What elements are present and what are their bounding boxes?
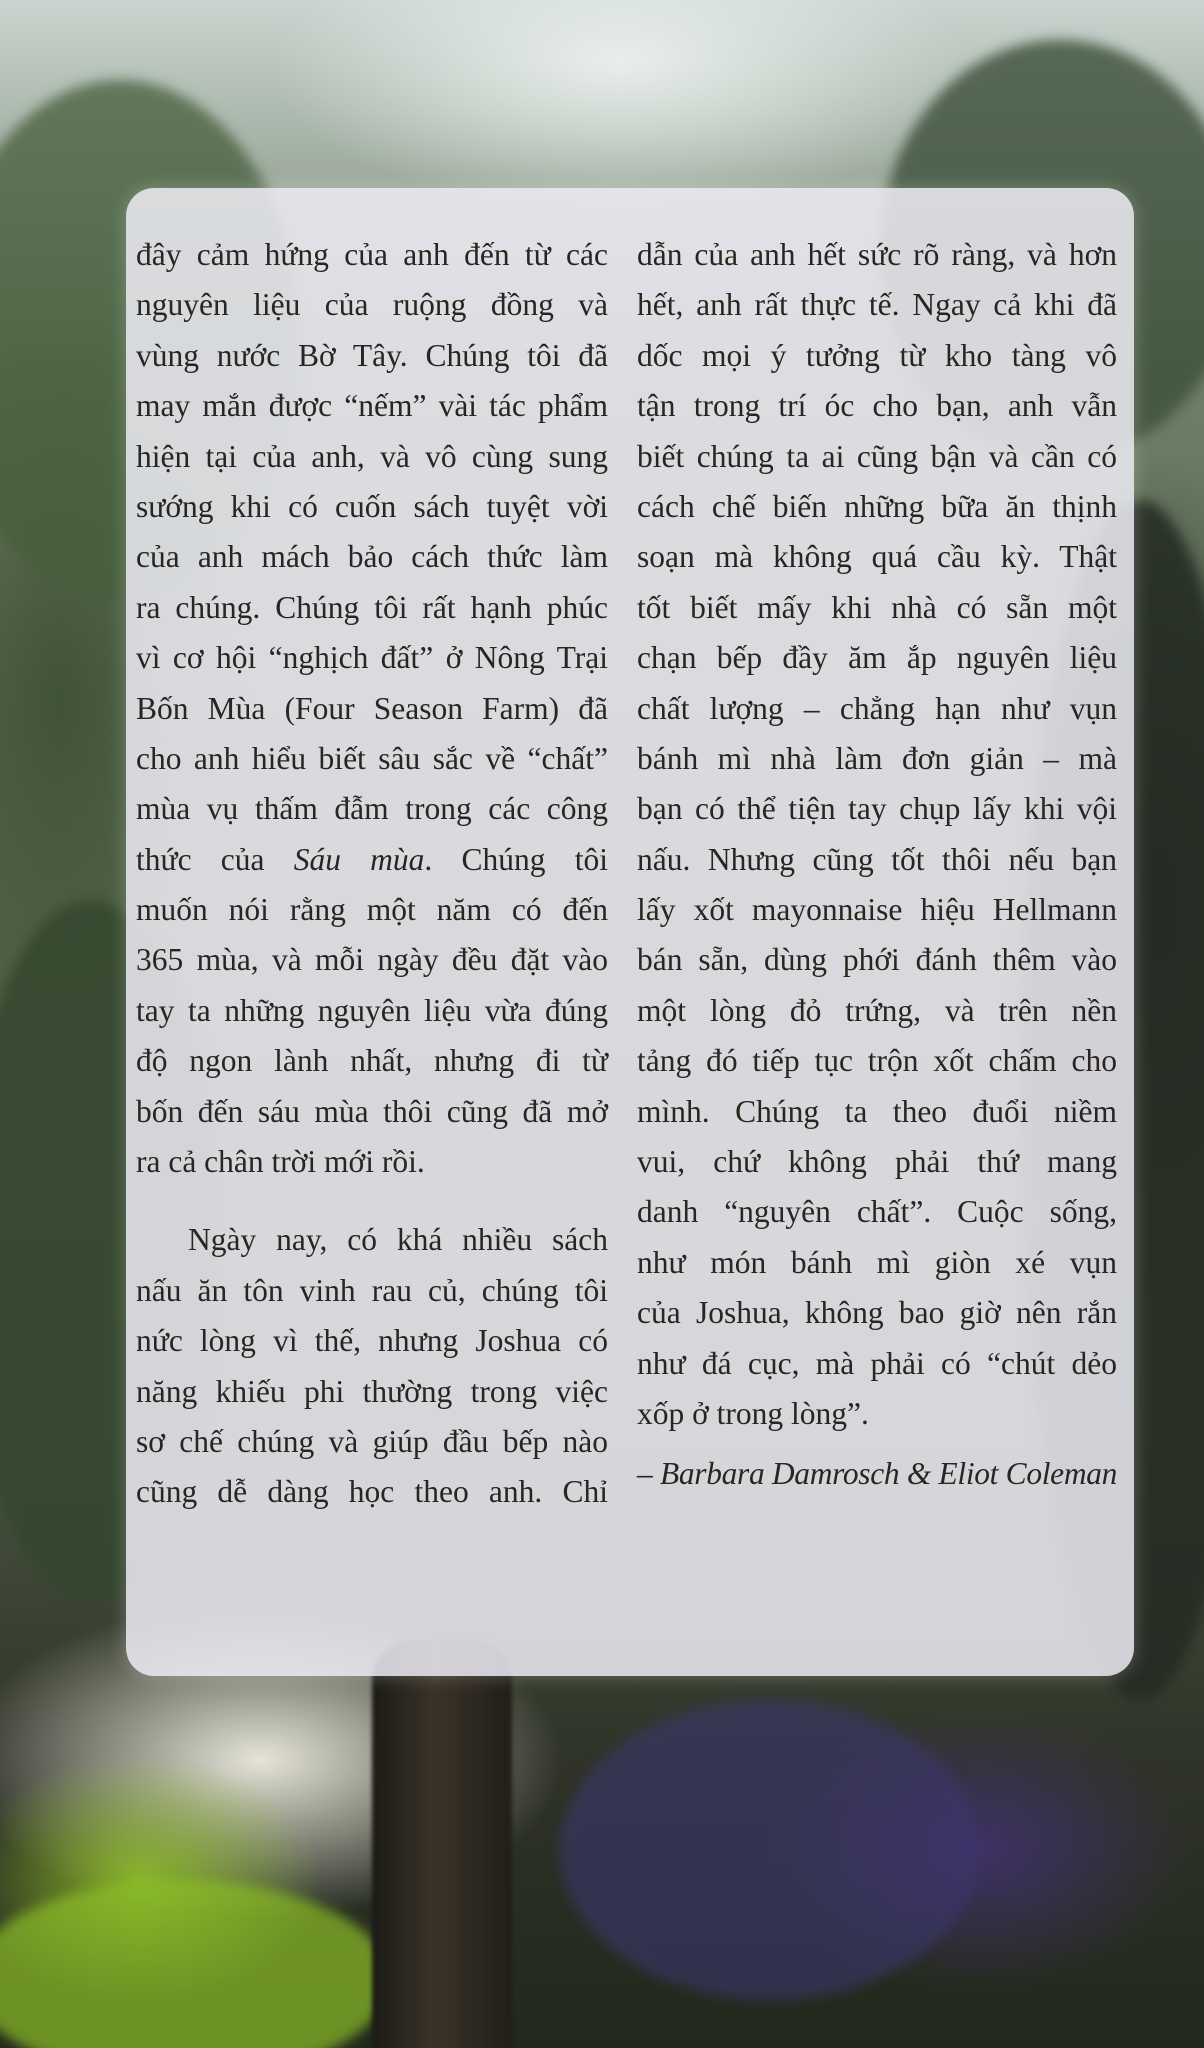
tree-trunk [372,1640,512,2048]
text-line: dốc mọi ý tưởng từ kho tàng vô [637,337,1117,373]
text-line: bánh mì nhà làm đơn giản – mà [637,740,1117,776]
text-line: tảng đó tiếp tục trộn xốt chấm cho [637,1043,1117,1079]
text-line: tốt biết mấy khi nhà có sẵn một [637,589,1117,625]
text-line: nguyên liệu của ruộng đồng và [136,287,608,323]
text-line: muốn nói rằng một năm có đến [136,892,608,928]
text-line: 365 mùa, và mỗi ngày đều đặt vào [136,942,608,978]
text-line: vui, chứ không phải thứ mang [637,1144,1117,1180]
text-line: lấy xốt mayonnaise hiệu Hellmann [637,892,1117,928]
text-line: một lòng đỏ trứng, và trên nền [637,992,1117,1028]
text-line: vì cơ hội “nghịch đất” ở Nông Trại [136,640,608,676]
left-column [136,230,608,1518]
text-line-with-title [136,835,608,885]
text-line: dẫn của anh hết sức rõ ràng, và hơn [637,237,1117,272]
text-line: cách chế biến những bữa ăn thịnh [637,488,1117,524]
text-line: bán sẵn, dùng phới đánh thêm vào [637,942,1117,978]
text-line: hiện tại của anh, và vô cùng sung [136,438,608,474]
book-title: Sáu mùa [293,841,425,877]
text-line: Ngày nay, có khá nhiều sách [188,1222,608,1258]
author-signature: – Barbara Damrosch & Eliot Coleman [637,1456,1118,1492]
text-card [126,188,1134,1676]
text-line: biết chúng ta ai cũng bận và cần có [637,438,1117,474]
text-line: nấu. Nhưng cũng tốt thôi nếu bạn [637,841,1117,877]
text-line: sơ chế chúng và giúp đầu bếp nào [136,1423,608,1459]
text-line: bạn có thể tiện tay chụp lấy khi vội [637,791,1117,827]
text-line: sướng khi có cuốn sách tuyệt vời [136,488,608,524]
text-line: của Joshua, không bao giờ nên rắn [637,1295,1117,1331]
text-line: đây cảm hứng của anh đến từ các [136,237,608,272]
text-line: may mắn được “nếm” vài tác phẩm [136,388,608,424]
text-line: độ ngon lành nhất, nhưng đi từ [136,1043,608,1079]
text-line: nức lòng vì thế, nhưng Joshua có [136,1323,608,1359]
text-line: tay ta những nguyên liệu vừa đúng [136,992,608,1028]
right-column [637,230,1117,1500]
text-line: Bốn Mùa (Four Season Farm) đã [136,690,608,726]
text-line: của anh mách bảo cách thức làm [136,539,608,575]
text-line: danh “nguyên chất”. Cuộc sống, [637,1194,1117,1230]
text-line: xốp ở trong lòng”. [637,1395,869,1431]
text-line: tận trong trí óc cho bạn, anh vẫn [637,388,1117,424]
text-line: như đá cục, mà phải có “chút dẻo [637,1345,1117,1381]
text-line: mình. Chúng ta theo đuổi niềm [637,1093,1117,1129]
text-line: hết, anh rất thực tế. Ngay cả khi đã [637,287,1117,323]
text-line: năng khiếu phi thường trong việc [136,1373,608,1409]
text-fragment: thức của [136,841,294,877]
text-line: ra cả chân trời mới rồi. [136,1144,425,1180]
text-line: mùa vụ thấm đẫm trong các công [136,791,608,827]
grass-patch [0,1880,390,2048]
text-fragment: . Chúng tôi [424,841,608,877]
text-line: như món bánh mì giòn xé vụn [637,1244,1117,1280]
text-line: ra chúng. Chúng tôi rất hạnh phúc [136,589,608,625]
text-line: soạn mà không quá cầu kỳ. Thật [637,539,1117,575]
text-line: chất lượng – chẳng hạn như vụn [637,690,1117,726]
paragraph-gap [136,1187,608,1215]
text-line: nấu ăn tôn vinh rau củ, chúng tôi [136,1272,608,1308]
text-line: chạn bếp đầy ăm ắp nguyên liệu [637,640,1117,676]
shadow-ground [560,1700,980,2000]
text-line: cũng dễ dàng học theo anh. Chỉ [136,1474,608,1510]
text-line: bốn đến sáu mùa thôi cũng đã mở [136,1093,608,1129]
text-line: vùng nước Bờ Tây. Chúng tôi đã [136,337,608,373]
text-line: cho anh hiểu biết sâu sắc về “chất” [136,740,608,776]
